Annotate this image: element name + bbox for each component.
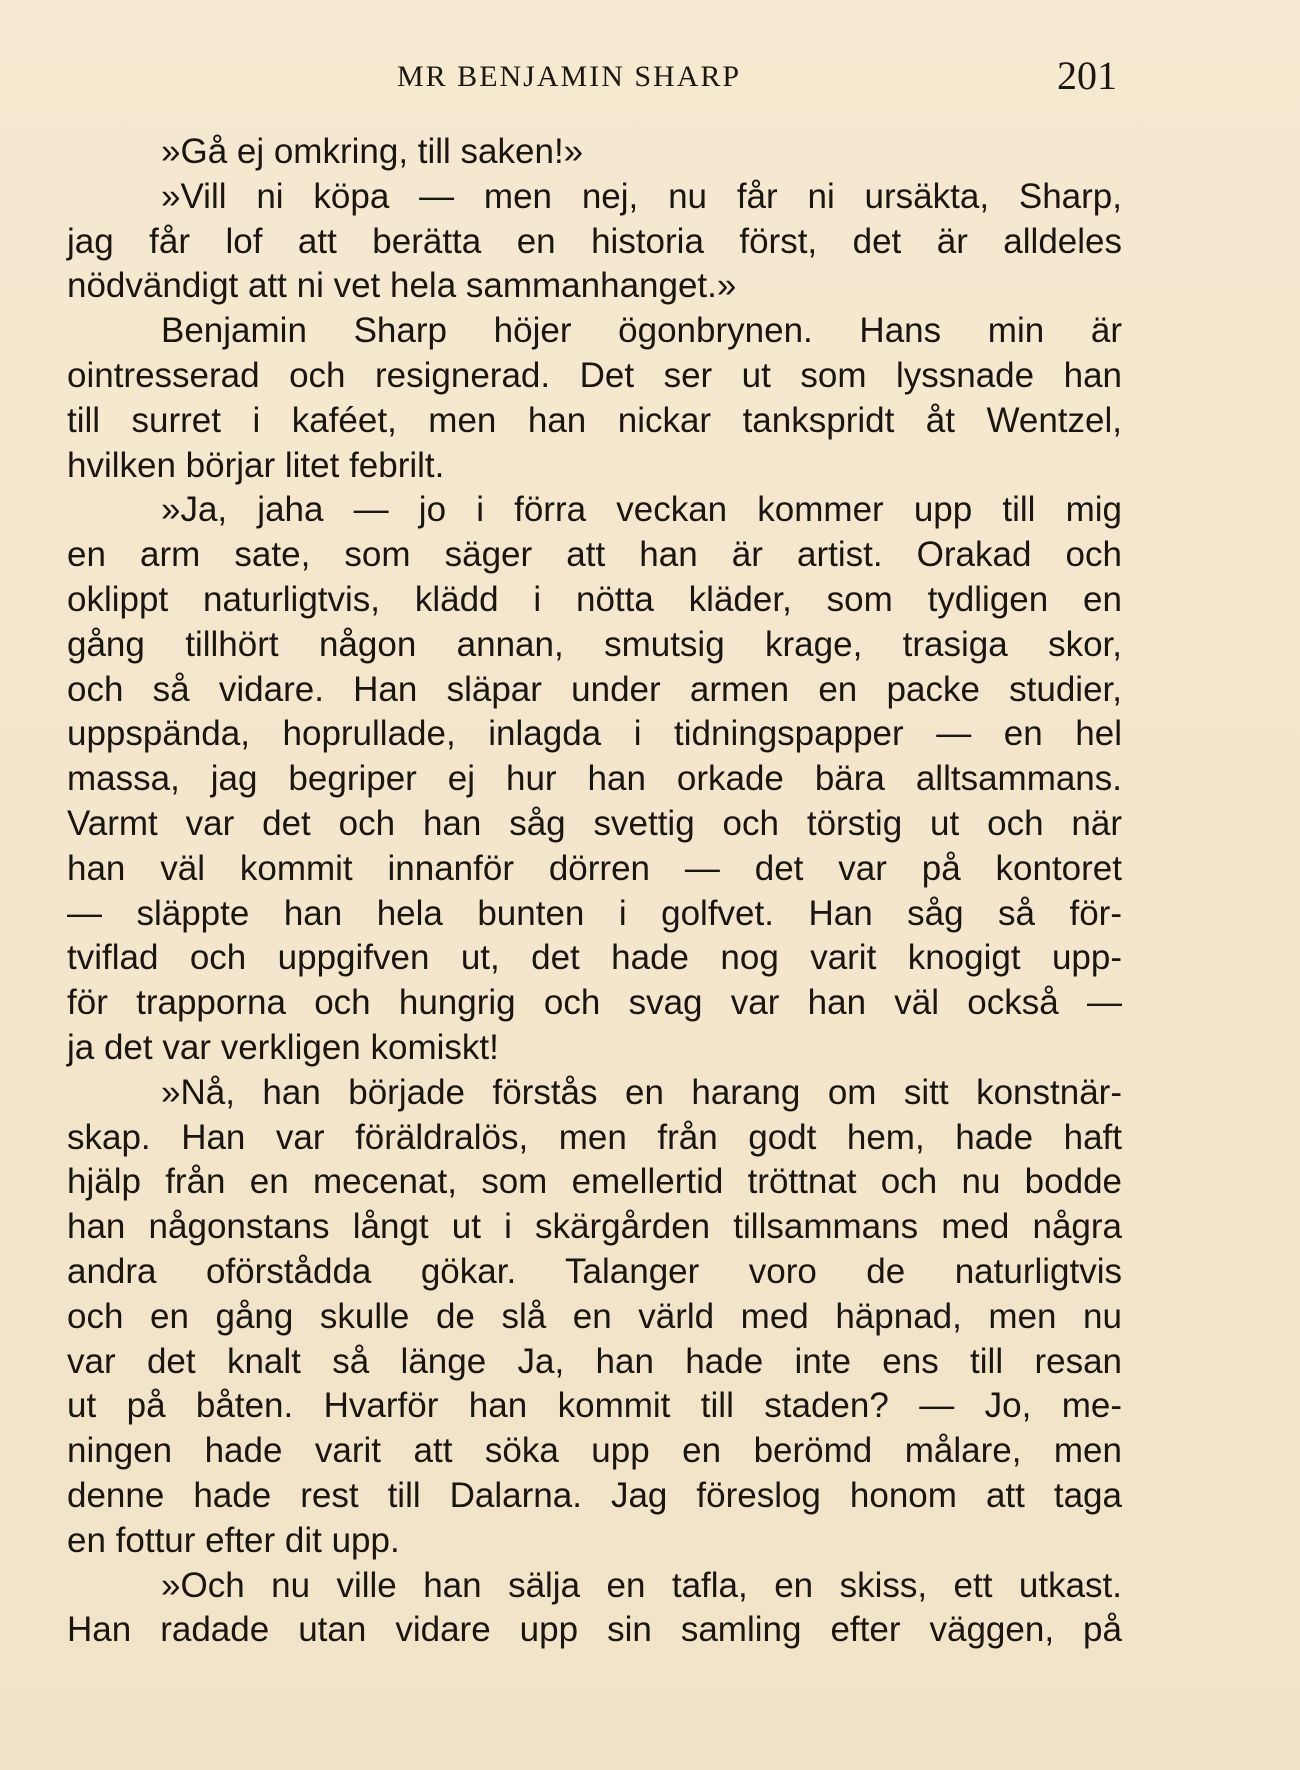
text-line: en fottur efter dit upp.: [67, 1520, 400, 1560]
text-line: Han radade utan vidare upp sin samling efter väggen, på: [67, 1610, 1122, 1650]
text-line: »Nå, han började förstås en harang om sitt konstnär-: [161, 1072, 1122, 1112]
text-line: han någonstans långt ut i skärgården tillsammans med några: [67, 1207, 1122, 1247]
text-line: andra oförstådda gökar. Talanger voro de naturligtvis: [67, 1251, 1122, 1291]
text-line: oklippt naturligtvis, klädd i nötta kläder, som tydligen en: [67, 579, 1122, 619]
text-line: hjälp från en mecenat, som emellertid tröttnat och nu bodde: [67, 1162, 1122, 1202]
running-title: MR BENJAMIN SHARP: [397, 60, 742, 93]
text-line: gång tillhört någon annan, smutsig krage, trasiga skor,: [67, 624, 1122, 664]
text-line: ningen hade varit att söka upp en berömd målare, men: [67, 1431, 1122, 1471]
page-header: [67, 52, 1117, 112]
text-line: uppspända, hoprullade, inlagda i tidningspapper — en hel: [67, 714, 1122, 754]
text-line: »Ja, jaha — jo i förra veckan kommer upp till mig: [161, 490, 1122, 530]
text-line: ointresserad och resignerad. Det ser ut som lyssnade han: [67, 355, 1122, 395]
text-line: massa, jag begriper ej hur han orkade bära alltsammans.: [67, 759, 1122, 799]
page-number: 201: [1057, 53, 1117, 98]
text-line: ut på båten. Hvarför han kommit till staden? — Jo, me-: [67, 1386, 1122, 1426]
text-line: Varmt var det och han såg svettig och törstig ut och när: [67, 803, 1122, 843]
body-text: [67, 130, 1122, 1653]
text-line: »Vill ni köpa — men nej, nu får ni ursäkta, Sharp,: [161, 176, 1122, 216]
text-line: Benjamin Sharp höjer ögonbrynen. Hans min är: [161, 311, 1122, 351]
text-line: — släppte han hela bunten i golfvet. Han såg så för-: [67, 893, 1122, 933]
text-line: hvilken börjar litet febrilt.: [67, 445, 445, 485]
text-line: till surret i kaféet, men han nickar tankspridt åt Wentzel,: [67, 400, 1122, 440]
text-line: och så vidare. Han släpar under armen en packe studier,: [67, 669, 1122, 709]
text-line: och en gång skulle de slå en värld med häpnad, men nu: [67, 1296, 1122, 1336]
text-line: jag får lof att berätta en historia först, det är alldeles: [67, 221, 1122, 261]
text-line: var det knalt så länge Ja, han hade inte ens till resan: [67, 1341, 1122, 1381]
text-line: ja det var verkligen komiskt!: [67, 1027, 499, 1067]
text-line: för trapporna och hungrig och svag var han väl också —: [67, 983, 1122, 1023]
text-line: en arm sate, som säger att han är artist. Orakad och: [67, 535, 1122, 575]
text-line: nödvändigt att ni vet hela sammanhanget.»: [67, 266, 737, 306]
text-line: »Gå ej omkring, till saken!»: [161, 132, 584, 171]
text-line: denne hade rest till Dalarna. Jag föreslog honom att taga: [67, 1475, 1122, 1515]
text-line: »Och nu ville han sälja en tafla, en skiss, ett utkast.: [161, 1565, 1122, 1605]
text-line: skap. Han var föräldralös, men från godt hem, hade haft: [67, 1117, 1122, 1157]
text-line: tviflad och uppgifven ut, det hade nog varit knogigt upp-: [67, 938, 1122, 978]
text-line: han väl kommit innanför dörren — det var på kontoret: [67, 848, 1122, 888]
